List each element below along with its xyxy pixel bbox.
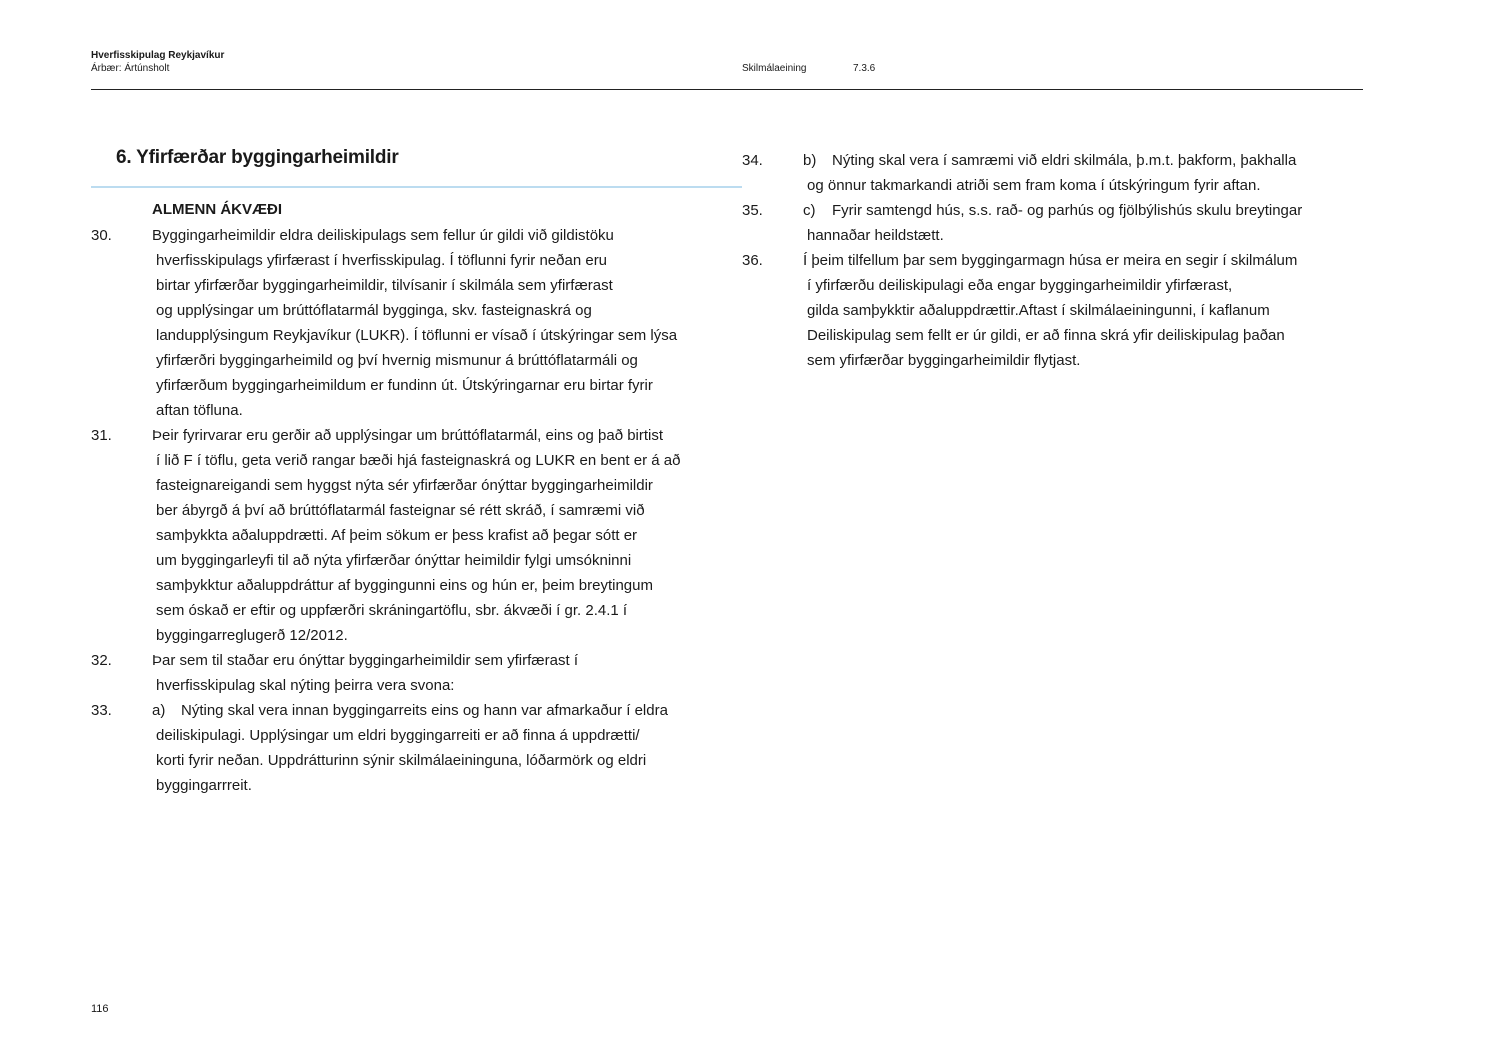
item-text-line: ber ábyrgð á því að brúttóflatarmál fasteignar sé rétt skráð, í samræmi við [156, 502, 645, 519]
item-text-line: Deiliskipulag sem fellt er úr gildi, er að finna skrá yfir deiliskipulag þaðan [807, 327, 1285, 344]
item-text-line: fasteignareigandi sem hyggst nýta sér yfirfærðar ónýttar byggingarheimildir [156, 477, 653, 494]
chapter-divider [91, 186, 742, 188]
item-text-line: sem óskað er eftir og uppfærðri skráningartöflu, sbr. ákvæði í gr. 2.4.1 í [156, 602, 628, 619]
item-text-line: landupplýsingum Reykjavíkur (LUKR). Í töflunni er vísað í útskýringar sem lýsa [156, 327, 678, 344]
document-title: Hverfisskipulag Reykjavíkur [91, 50, 225, 61]
item-text-line: hannaðar heildstætt. [807, 227, 944, 244]
item-text-line: hverfisskipulag skal nýting þeirra vera svona: [156, 677, 455, 694]
item-number: 35. [742, 202, 763, 219]
item-text-line: aftan töfluna. [156, 402, 243, 419]
item-text-line: um byggingarleyfi til að nýta yfirfærðar ónýttar heimildir fylgi umsókninni [156, 552, 632, 569]
item-text-line: Fyrir samtengd hús, s.s. rað- og parhús og fjölbýlishús skulu breytingar [832, 202, 1303, 219]
item-number: 32. [91, 652, 112, 669]
page-number: 116 [91, 1003, 109, 1015]
item-text-line: Nýting skal vera í samræmi við eldri skilmála, þ.m.t. þakform, þakhalla [832, 152, 1297, 169]
item-text-line: sem yfirfærðar byggingarheimildir flytjast. [807, 352, 1081, 369]
item-number: 30. [91, 227, 112, 244]
item-number: 33. [91, 702, 112, 719]
item-sublabel: a) [152, 702, 166, 719]
item-text-line: Byggingarheimildir eldra deiliskipulags sem fellur úr gildi við gildistöku [152, 227, 614, 244]
item-text-line: í yfirfærðu deiliskipulagi eða engar byggingarheimildir yfirfærast, [807, 277, 1233, 294]
item-text-line: Þar sem til staðar eru ónýttar byggingarheimildir sem yfirfærast í [152, 652, 578, 669]
item-number: 36. [742, 252, 763, 269]
item-sublabel: b) [803, 152, 817, 169]
item-text-line: gilda samþykktir aðaluppdrættir.Aftast í skilmálaeiningunni, í kaflanum [807, 302, 1270, 319]
item-text-line: samþykkta aðaluppdrætti. Af þeim sökum er þess krafist að þegar sótt er [156, 527, 638, 544]
item-text-line: korti fyrir neðan. Uppdrátturinn sýnir skilmálaeininguna, lóðarmörk og eldri [156, 752, 647, 769]
item-text-line: birtar yfirfærðar byggingarheimildir, tilvísanir í skilmála sem yfirfærast [156, 277, 613, 294]
chapter-heading: 6. Yfirfærðar byggingarheimildir [116, 147, 399, 168]
item-text-line: Nýting skal vera innan byggingarreits eins og hann var afmarkaður í eldra [181, 702, 668, 719]
item-text-line: hverfisskipulags yfirfærast í hverfisskipulag. Í töflunni fyrir neðan eru [156, 252, 608, 269]
document-subtitle: Árbær: Ártúnsholt [91, 63, 170, 74]
chapter-subheading: ALMENN ÁKVÆÐI [152, 201, 282, 218]
item-text-line: í lið F í töflu, geta verið rangar bæði hjá fasteignaskrá og LUKR en bent er á að [156, 452, 681, 469]
item-text-line: byggingarreglugerð 12/2012. [156, 627, 348, 644]
item-text-line: samþykktur aðaluppdráttur af byggingunni eins og hún er, þeim breytingum [156, 577, 653, 594]
section-number: 7.3.6 [853, 63, 876, 74]
item-text-line: og upplýsingar um brúttóflatarmál bygginga, skv. fasteignaskrá og [156, 302, 592, 319]
item-sublabel: c) [803, 202, 816, 219]
item-number: 34. [742, 152, 763, 169]
item-text-line: yfirfærðri byggingarheimild og því hvernig mismunur á brúttóflatarmáli og [156, 352, 638, 369]
item-text-line: og önnur takmarkandi atriði sem fram koma í útskýringum fyrir aftan. [807, 177, 1261, 194]
item-text-line: deiliskipulagi. Upplýsingar um eldri byggingarreiti er að finna á uppdrætti/ [156, 727, 640, 744]
section-label: Skilmálaeining [742, 63, 807, 74]
item-text-line: byggingarrreit. [156, 777, 252, 794]
item-text-line: Þeir fyrirvarar eru gerðir að upplýsingar um brúttóflatarmál, eins og það birtist [152, 427, 664, 444]
item-text-line: yfirfærðum byggingarheimildum er fundinn út. Útskýringarnar eru birtar fyrir [156, 377, 653, 394]
item-number: 31. [91, 427, 112, 444]
header-divider [91, 89, 1363, 90]
item-text-line: Í þeim tilfellum þar sem byggingarmagn húsa er meira en segir í skilmálum [803, 252, 1298, 269]
